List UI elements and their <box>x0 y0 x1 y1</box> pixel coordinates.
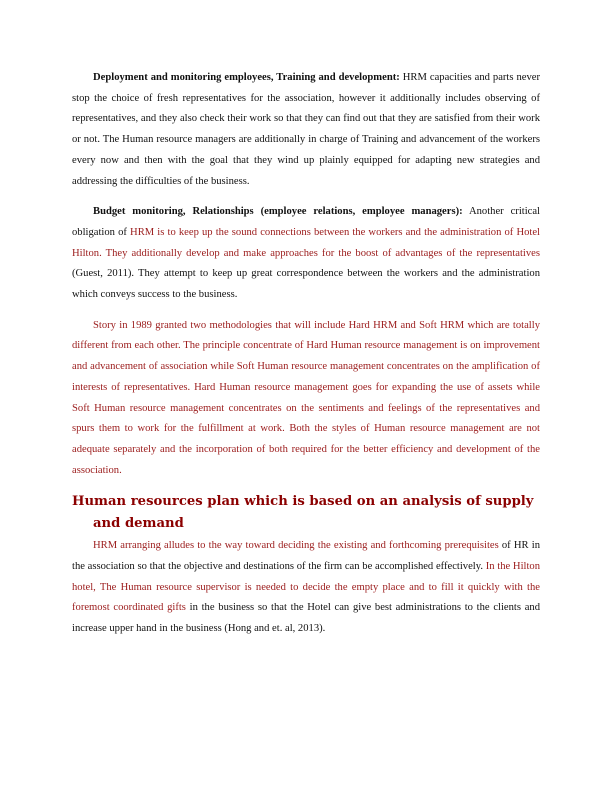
paragraph-text: (Guest, 2011). They attempt to keep up great correspondence between the workers and the administration which conveys success to the business. <box>72 268 540 301</box>
highlighted-text: HRM is to keep up the sound connections between the workers and the administration of Hotel Hilton. They additionally develop and make approaches for the boost of advantages of the representatives <box>72 226 540 259</box>
paragraph-budget-relationships <box>72 202 540 306</box>
paragraph-text: Another critical obligation of <box>72 206 540 238</box>
document-body <box>72 68 540 640</box>
paragraph-deployment-monitoring <box>72 68 540 192</box>
paragraph-lead-heading: Budget monitoring, Relationships (employee relations, employee managers): <box>93 206 463 218</box>
highlighted-text: In the Hilton hotel, The Human resource supervisor is needed to decide the empty place and to fill it quickly with the foremost coordinated gifts <box>72 561 541 614</box>
paragraph-text: HRM capacities and parts never stop the choice of fresh representatives for the association, however it additionally includes observing of representatives, and they also check their work so that they can find out that they are satisfied from their work or not. The Human resource managers are additionally in charge of Training and advancement of the workers every now and then with the goal that they wind up plainly equipped for adapting new strategies and addressing the difficulties of the business. <box>72 72 540 187</box>
highlighted-text: Story in 1989 granted two methodologies that will include Hard HRM and Soft HRM which are totally different from each other. The principle concentrate of Hard Human resource management is on improvement and advancement of association while Soft Human resource management concentrates on the amplification of interests of representatives. Hard Human resource management goes for expanding the use of assets while Soft Human resource management concentrates on the sentiments and feelings of the representatives and spurs them to work for the fulfillment at work. Both the styles of Human resource management are not adequate separately and the incorporation of both required for the better efficiency and development of the association. <box>72 319 540 476</box>
highlighted-text: HRM arranging alludes to the way toward deciding the existing and forthcoming prerequisites <box>93 540 499 552</box>
paragraph-lead-heading: Deployment and monitoring employees, Training and development: <box>93 72 400 83</box>
paragraph-hard-soft-hrm <box>72 316 540 482</box>
paragraph-text: in the business so that the Hotel can give best administrations to the clients and increase upper hand in the business (Hong and et. al, 2013). <box>72 602 540 635</box>
paragraph-hrm-arranging <box>72 536 540 640</box>
section-heading-hr-plan: Human resources plan which is based on an analysis of supply and demand <box>72 494 534 532</box>
paragraph-text: of HR in the association so that the objective and destinations of the firm can be accomplished effectively. <box>72 540 540 573</box>
